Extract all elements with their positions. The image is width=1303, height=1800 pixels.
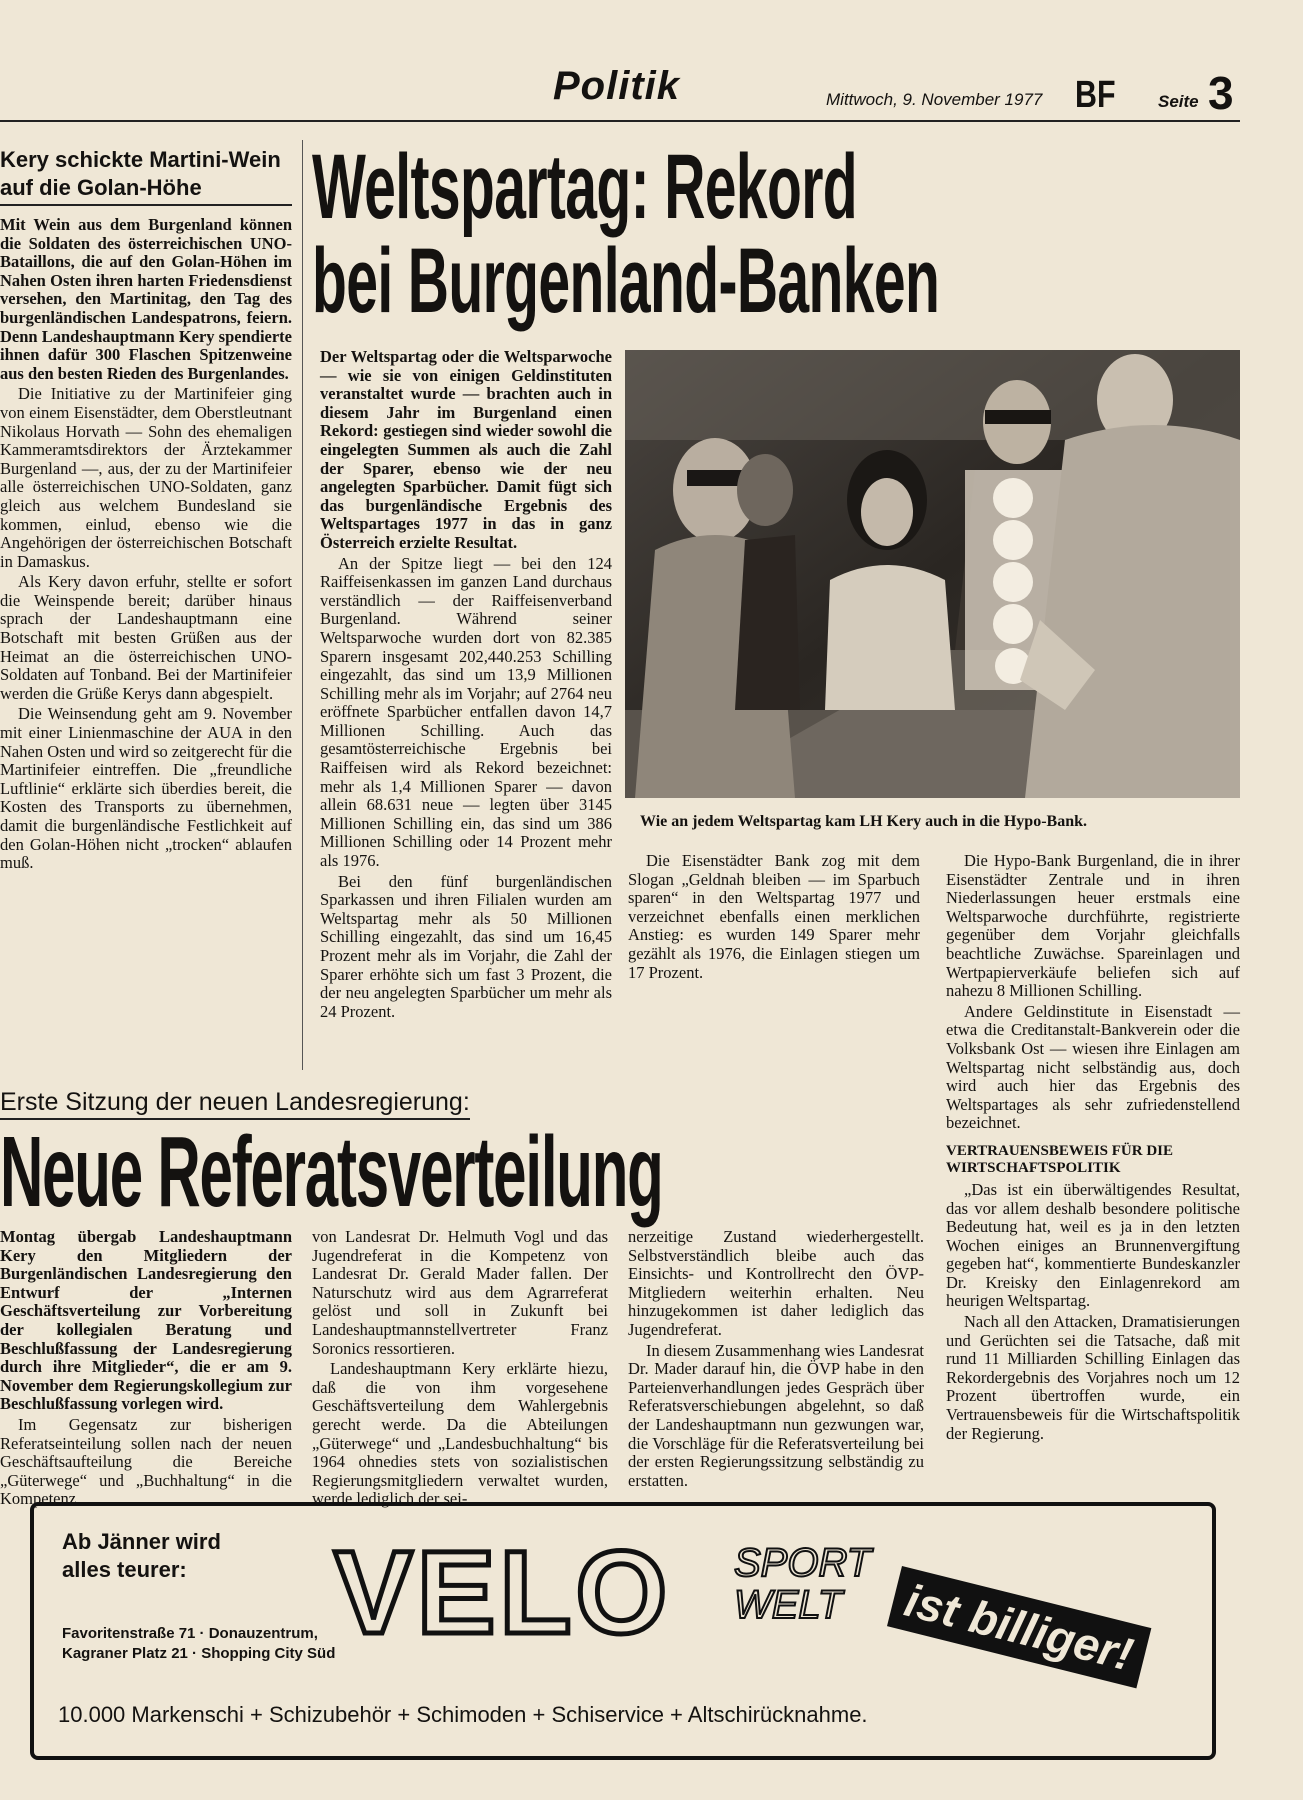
main-headline-line2: bei Burgenland-Banken — [312, 230, 940, 332]
paper-logo: BF — [1075, 74, 1116, 116]
advertisement — [30, 1502, 1216, 1760]
column-divider — [302, 140, 303, 1070]
ad-brand: VELO — [334, 1527, 672, 1659]
main-headline-line1: Weltspartag: Rekord — [312, 136, 858, 238]
second-story-kicker: Erste Sitzung der neuen Landesregierung: — [0, 1088, 470, 1120]
ad-address-1: Favoritenstraße 71 · Donauzentrum, — [62, 1625, 318, 1642]
second-story-paragraph: Im Gegensatz zur bisherigen Referatseinteilung sollen nach der neuen Geschäftsaufteilung die Bereiche „Güterwege“ und „Buchhaltung“ in die Kompetenz — [0, 1414, 292, 1509]
ad-address-2: Kagraner Platz 21 · Shopping City Süd — [62, 1645, 336, 1662]
ad-teaser — [62, 1528, 221, 1584]
sidebar-body — [0, 216, 292, 875]
second-story-lead: Montag übergab Landeshauptmann Kery den Mitgliedern der Burgenländischen Landesregierung den Entwurf der „Internen Geschäftsverteilung zur Vorbereitung der kollegialen Beratung und Beschlußfassung der Landesregierung durch ihre Mitglieder“, die er am 9. November dem Regierungskollegium zur Beschlußfassung vorlegen wird. — [0, 1227, 292, 1414]
second-story-paragraph: nerzeitige Zustand wiederhergestellt. Selbstverständlich bleibe auch das Einsichts- und Kontrollrecht den ÖVP-Mitgliedern weiterhin erhalten. Neu hinzugekommen ist daher lediglich das Jugendreferat. — [628, 1227, 924, 1339]
main-story-subhead: VERTRAUENSBEWEIS FÜR DIE WIRTSCHAFTSPOLITIK — [946, 1142, 1174, 1176]
main-story-paragraph: Die Hypo-Bank Burgenland, die in ihrer Eisenstädter Zentrale und in ihren Niederlassungen heuer erstmals eine Weltsparwoche durchführte, registrierte gegenüber dem Vorjahr gleichfalls beachtliche Zuwächse. Spareinlagen und Wertpapierverkäufe beliefen sich auf nahezu 8 Millionen Schilling. — [946, 851, 1240, 1001]
sidebar-headline: Kery schickte Martini-Wein auf die Golan-Höhe — [0, 147, 281, 200]
ad-addresses — [62, 1624, 335, 1664]
page-number: 3 — [1208, 67, 1234, 119]
main-story-paragraph: Nach all den Attacken, Dramatisierungen und Gerüchten sei die Tatsache, daß mit rund 11 Milliarden Schilling Einlagen das Rekordergebnis des Vorjahres noch um 12 Prozent übertroffen wurde, ein Vertrauensbeweis für die Wirtschaftspolitik der Regierung. — [946, 1312, 1240, 1443]
second-story-headline: Neue Referatsverteilung — [0, 1116, 663, 1228]
main-story-lead: Der Weltspartag oder die Weltsparwoche — wie sie von einigen Geldinstituten veranstaltet wurde — brachten auch in diesem Jahr im Burgenland einen Rekord: gestiegen sind wieder sowohl die eingelegten Summen als auch die Zahl der Sparer, ebenso wie der neu angelegten Sparbücher. Damit fügt sich das burgenländische Ergebnis des Weltspartages 1977 in das in ganz Österreich erzielte Resultat. — [320, 347, 612, 552]
ad-brand-sub — [734, 1542, 871, 1626]
second-story-paragraph: Landeshauptmann Kery erklärte hiezu, daß die von ihm vorgesehene Geschäftsverteilung dem Wahlergebnis gerecht werde. Da die Abteilungen „Güterwege“ und „Landesbuchhaltung“ bis 1964 ohnedies stets von sozialistischen Regierungsmitgliedern verwaltet wurden, werde lediglich der sei- — [312, 1359, 608, 1509]
main-story-column-2 — [628, 852, 920, 984]
main-story-paragraph: Bei den fünf burgenländischen Sparkassen und ihren Filialen wurden am Weltspartag mehr als 50 Millionen Schilling eingezahlt, das sind um 16,45 Prozent mehr als im Vorjahr, die Zahl der Sparer erhöhte sich um fast 3 Prozent, die der neu angelegten Sparbücher um mehr als 24 Prozent. — [320, 871, 612, 1021]
ad-slogan: ist billiger! — [887, 1566, 1151, 1688]
issue-date: Mittwoch, 9. November 1977 — [826, 90, 1043, 109]
sidebar-paragraph: Die Initiative zu der Martinifeier ging von einem Eisenstädter, dem Oberstleutnant Nikolaus Horvath — Sohn des ehemaligen Kammeramtsdirektors der Ärztekammer Burgenland —, aus, der zu der Martinifeier alle österreichischen UNO-Soldaten, ganz gleich aus welchem Bundesland sie kommen, einlud, ebenso wie die Angehörigen der österreichischen Botschaft in Damaskus. — [0, 384, 292, 571]
header-rule — [0, 120, 1240, 122]
photo-image — [625, 350, 1240, 798]
main-headline — [312, 136, 940, 332]
second-story-column-3 — [628, 1228, 924, 1492]
second-story-paragraph: In diesem Zusammenhang wies Landesrat Dr. Mader darauf hin, die ÖVP habe in den Parteienverhandlungen jedes Gespräch über Referatsverschiebungen abgelehnt, so daß der Landeshauptmann nun gezwungen war, die Vorschläge für die Referatsverteilung bei der ersten Regierungssitzung selbständig zu erstatten. — [628, 1340, 924, 1490]
section-title: Politik — [553, 64, 681, 108]
news-photo — [625, 350, 1240, 798]
main-story-paragraph: Die Eisenstädter Bank zog mit dem Slogan „Geldnah bleiben — im Sparbuch sparen“ in den Weltspartag 1977 und verzeichnet ebenfalls einen merklichen Anstieg: es wurden 149 Sparer mehr gezählt als 1976, die Einlagen stiegen um 17 Prozent. — [628, 851, 920, 982]
sidebar-lead: Mit Wein aus dem Burgenland können die Soldaten des österreichischen UNO-Bataillons, die auf den Golan-Höhen im Nahen Osten ihren harten Friedensdienst versehen, den Martinitag, den Tag des burgenländischen Landespatrons, feiern. Denn Landeshauptmann Kery spendierte ihnen dafür 300 Flaschen Spitzenweine aus den besten Rieden des Burgenlandes. — [0, 215, 292, 383]
ad-line-2: alles teurer: — [62, 1557, 187, 1582]
main-story-paragraph: „Das ist ein überwältigendes Resultat, das vor allem deshalb besondere politische Bedeutung hat, weil es ja in den letzten Wochen einiges an Brunnenvergiftung gegeben hat“, kommentierte Bundeskanzler Dr. Kreisky den Einlagenrekord am heurigen Weltspartag. — [946, 1179, 1240, 1311]
ad-line-1: Ab Jänner wird — [62, 1529, 221, 1554]
sidebar-rule — [0, 204, 292, 206]
main-story-paragraph: An der Spitze liegt — bei den 124 Raiffeisenkassen im ganzen Land durchaus verständlich — der Raiffeisenverband Burgenland. Während seiner Weltsparwoche wurden dort von 82.385 Sparern insgesamt 202,440.253 Schilling eingezahlt, das sind um 13,9 Millionen Schilling mehr als im Vorjahr; auf 2764 neu eröffnete Sparbücher entfallen davon 14,7 Millionen Schilling. Auch das gesamtösterreichische Ergebnis bei Raiffeisen wird als Rekord bezeichnet: mehr als 1,4 Millionen Sparer — davon allein 68.631 neue — legten über 3145 Millionen Schilling ein, das sind um 386 Millionen Schilling oder 14 Prozent mehr als 1976. — [320, 553, 612, 871]
sidebar-paragraph: Als Kery davon erfuhr, stellte er sofort die Weinspende bereit; darüber hinaus sprach der Landeshauptmann eine Botschaft mit besten Grüßen aus der Heimat an die österreichischen UNO-Soldaten auf Tonband. Bei der Martinifeier werden die Grüße Kerys dann abgespielt. — [0, 572, 292, 703]
main-story-column-1 — [320, 348, 612, 1023]
second-story-column-2 — [312, 1228, 608, 1511]
page-label: Seite — [1158, 92, 1199, 111]
sidebar-paragraph: Die Weinsendung geht am 9. November mit einer Linienmaschine der AUA in den Nahen Osten und wird so zeitgerecht für die Martinifeier eintreffen. Die „freundliche Luftlinie“ erklärte sich überdies bereit, die Kosten des Transports zu übernehmen, damit die burgenländische Festlichkeit auf den Golan-Höhen nicht „trocken“ ablaufen muß. — [0, 704, 292, 873]
ad-brand-sub-2: WELT — [734, 1583, 843, 1627]
main-story-paragraph: Andere Geldinstitute in Eisenstadt — etwa die Creditanstalt-Bankverein oder die Volksbank Ost — wiesen ihre Einlagen am Weltspartag nicht selbständig aus, doch wird auch hier das Ergebnis des Weltspartages als sehr zufriedenstellend bezeichnet. — [946, 1001, 1240, 1133]
second-story-paragraph: von Landesrat Dr. Helmuth Vogl und das Jugendreferat in die Kompetenz von Landesrat Dr. Gerald Mader fallen. Der Naturschutz wird aus dem Agrarreferat gelöst und soll in Zukunft bei Landeshauptmannstellvertreter Franz Soronics ressortieren. — [312, 1227, 608, 1358]
ad-footer: 10.000 Markenschi + Schizubehör + Schimoden + Schiservice + Altschirücknahme. — [58, 1702, 868, 1727]
main-story-column-3 — [946, 852, 1240, 1445]
ad-brand-sub-1: SPORT — [734, 1541, 872, 1585]
photo-caption: Wie an jedem Weltspartag kam LH Kery auch in die Hypo-Bank. — [640, 813, 1087, 830]
second-story-column-1 — [0, 1228, 292, 1511]
